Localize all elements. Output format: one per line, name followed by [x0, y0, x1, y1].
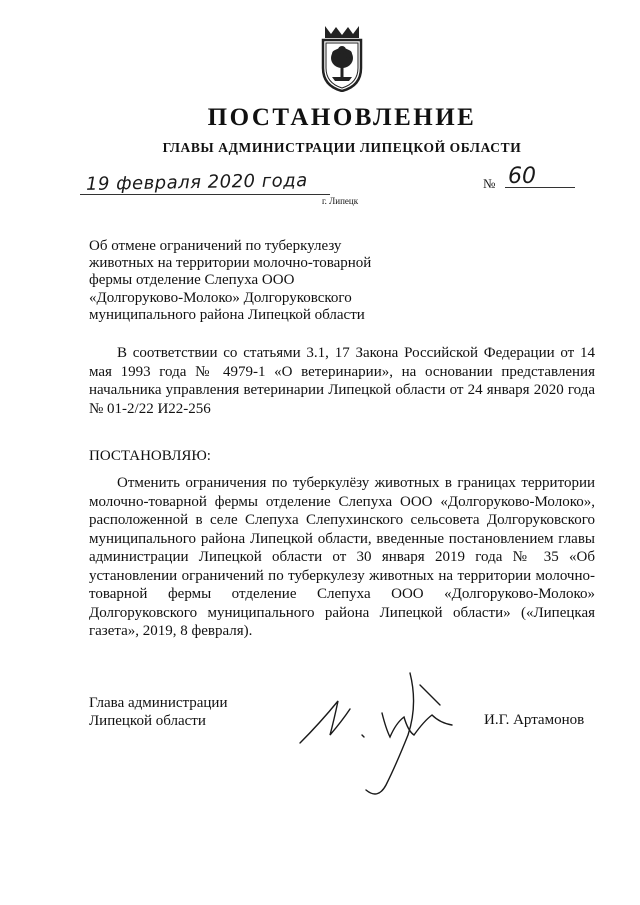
subject-line: «Долгоруково-Молоко» Долгоруковского	[89, 289, 352, 306]
document-title: ПОСТАНОВЛЕНИЕ	[207, 104, 477, 131]
coat-of-arms-icon	[319, 24, 365, 92]
signatory-position	[89, 694, 227, 730]
document-subtitle: ГЛАВЫ АДМИНИСТРАЦИИ ЛИПЕЦКОЙ ОБЛАСТИ	[162, 140, 522, 155]
decree-word: ПОСТАНОВЛЯЮ:	[89, 448, 211, 464]
number-sign: №	[483, 176, 496, 191]
handwritten-date: 19 февраля 2020 года	[85, 170, 308, 195]
subject-line: Об отмене ограничений по туберкулезу	[89, 238, 342, 254]
handwritten-signature-icon	[290, 665, 490, 805]
subject-line: животных на территории молочно-товарной	[89, 255, 372, 272]
position-line: Глава администрации	[89, 695, 228, 711]
resolution-paragraph: Отменить ограничения по туберкулёзу животных в границах территории молочно-товарной фермы отделение Слепуха ООО «Долгоруково-Молоко», расположенной в селе Слепуха Слепухинского сельсовета Долгоруковского муниципального района Липецкой области, введенные постановлением главы администрации Липецкой области от 30 января 2019 года № 35 «Об установлении ограничений по туберкулезу животных на территории молочно-товарной фермы отделение Слепуха ООО «Долгоруково-Молоко» Долгоруковского муниципального района Липецкой области» («Липецкая газета», 2019, 8 февраля).	[89, 475, 595, 639]
date-underline	[80, 194, 330, 195]
number-underline	[505, 187, 575, 188]
city-label: г. Липецк	[322, 196, 359, 206]
signatory-name: И.Г. Артамонов	[484, 712, 585, 728]
document-subject	[89, 238, 409, 324]
subject-line: муниципального района Липецкой области	[89, 306, 365, 323]
position-line: Липецкой области	[89, 713, 206, 729]
handwritten-number: 60	[508, 164, 536, 189]
preamble-paragraph: В соответствии со статьями 3.1, 17 Закона Российской Федерации от 14 мая 1993 года № 4979-1 «О ветеринарии», на основании представления начальника управления ветеринарии Липецкой области от 24 января 2020 года № 01-2/22 И22-256	[89, 345, 595, 417]
subject-line: фермы отделение Слепуха ООО	[89, 272, 295, 289]
